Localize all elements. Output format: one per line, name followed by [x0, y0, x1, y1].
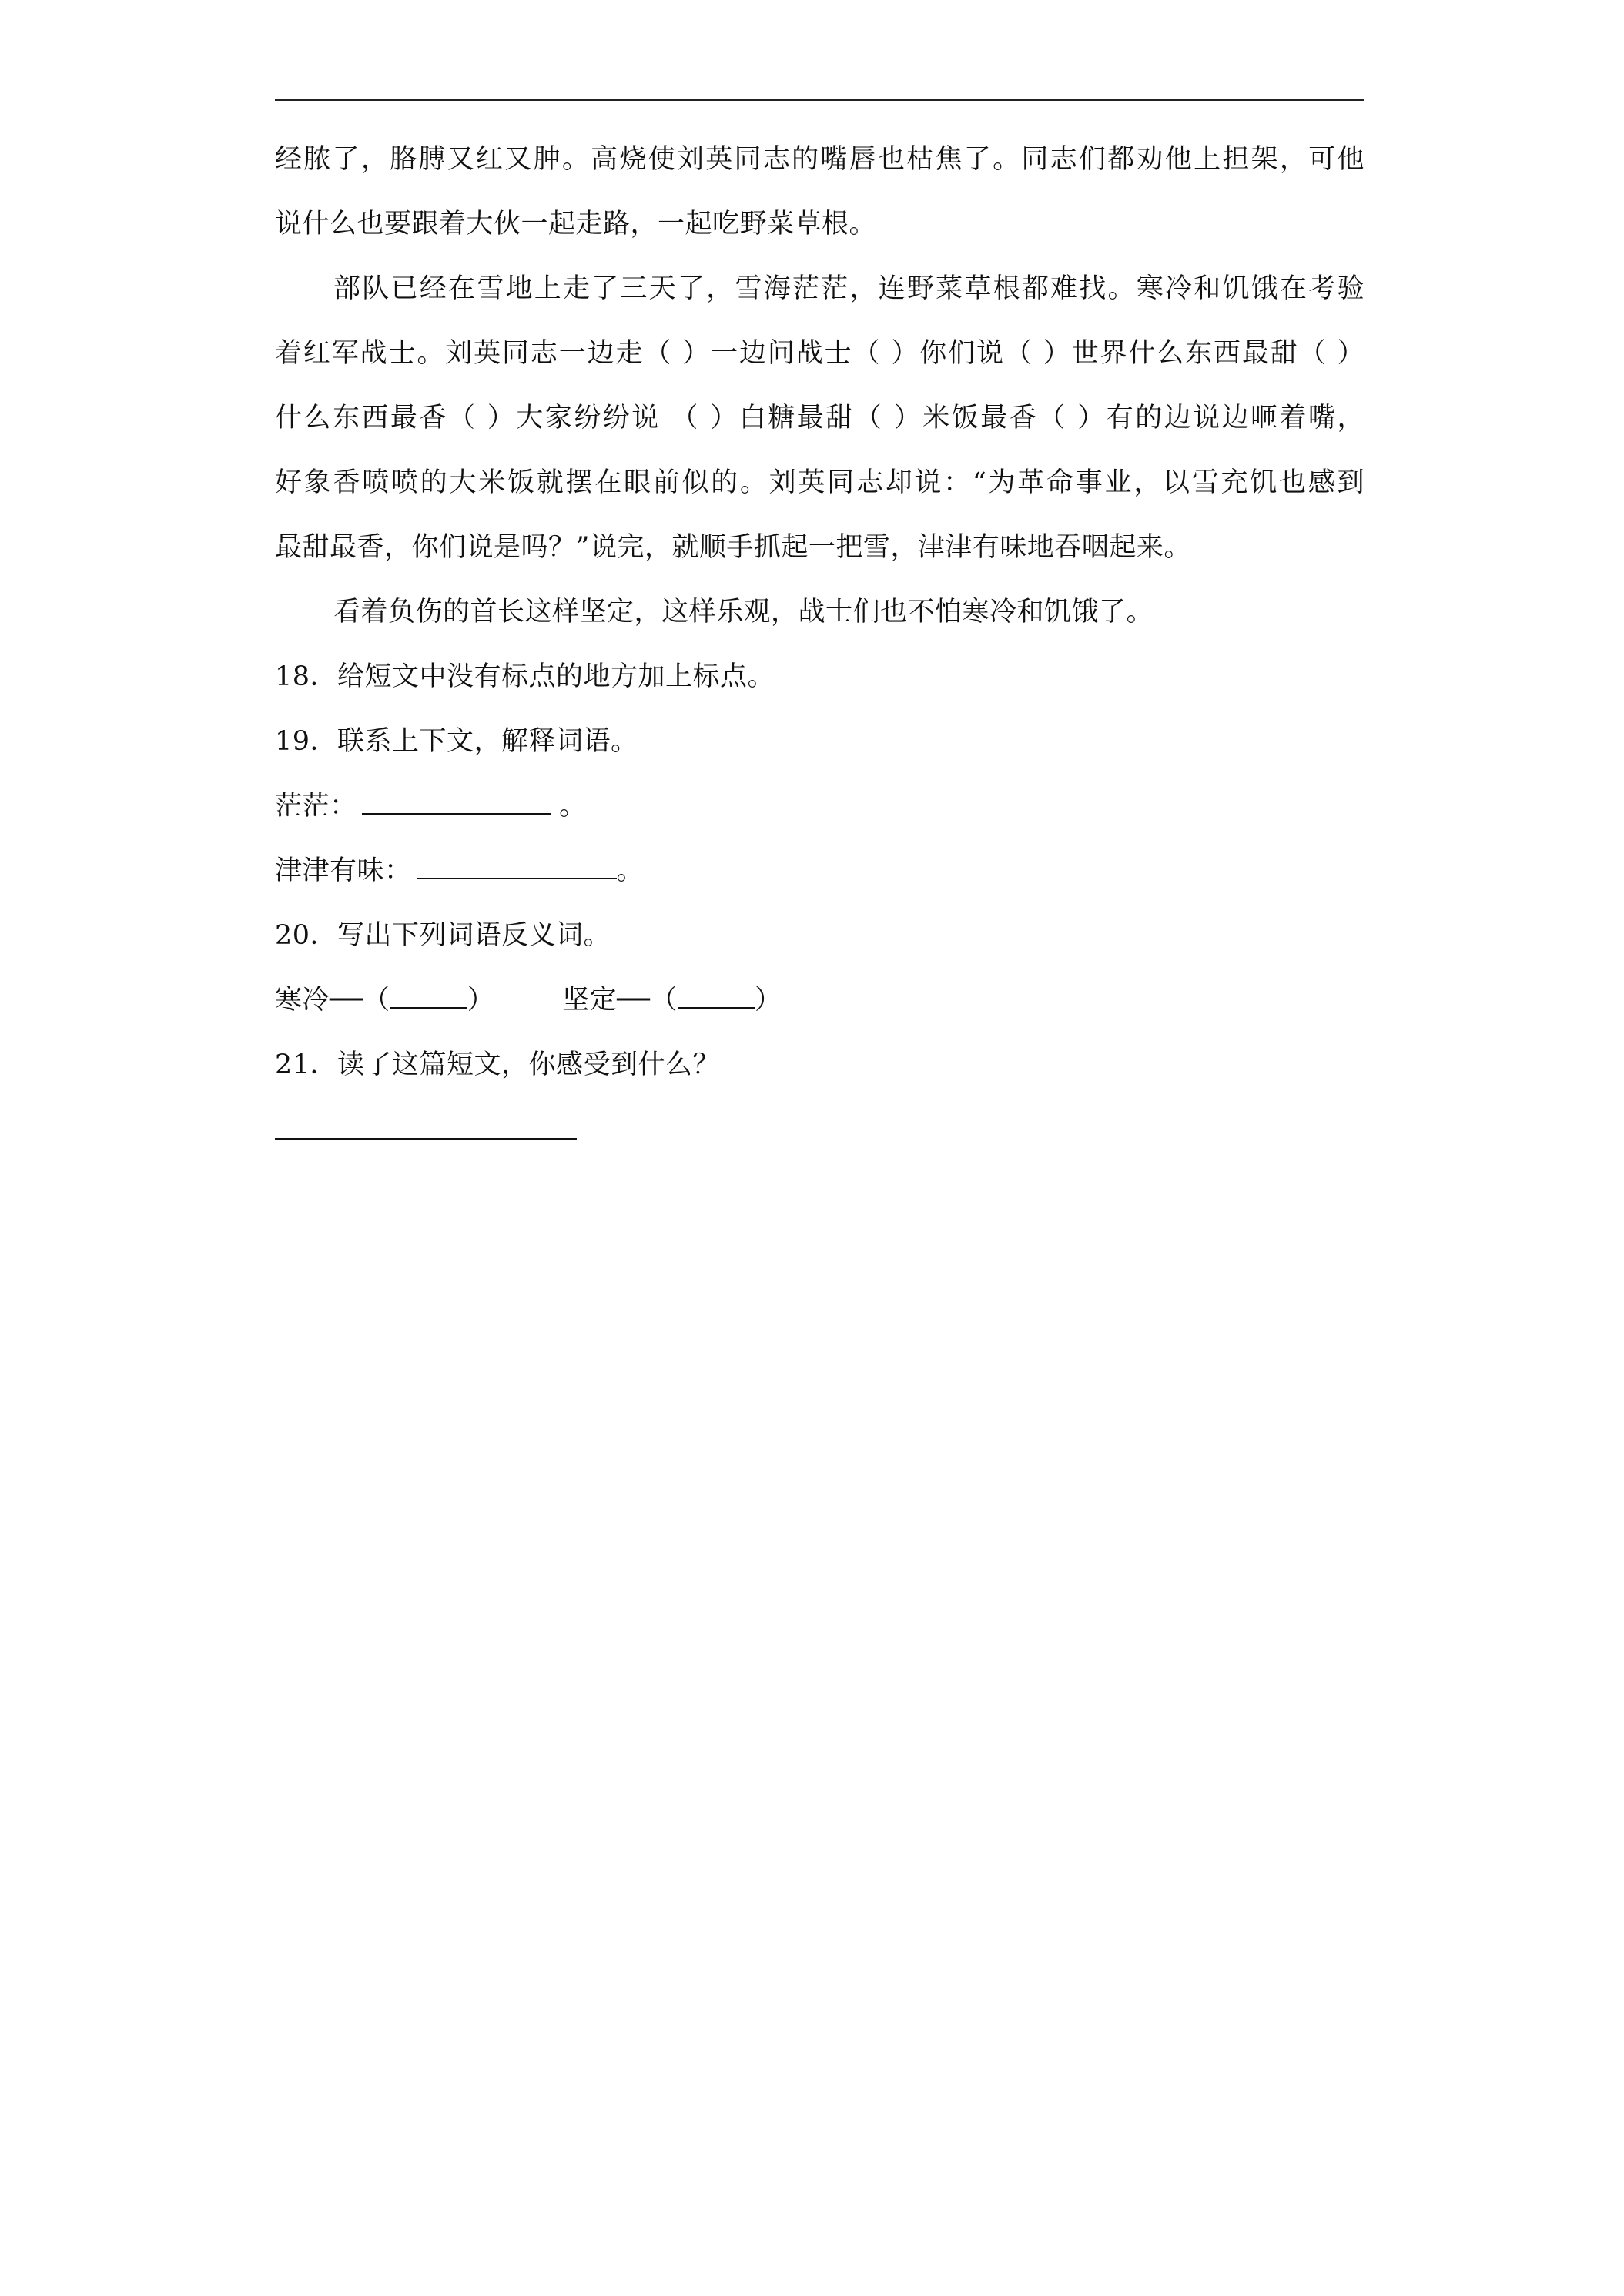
antonym-end: ） [754, 985, 782, 1016]
passage-line: 什么东西最香（ ）大家纷纷说 （ ）白糖最甜（ ）米饭最香（ ）有的边说边咂着嘴， [275, 403, 1364, 433]
term-end: 。 [616, 855, 645, 886]
antonym-end: ） [467, 985, 495, 1016]
term-label: 茫茫： [275, 791, 357, 822]
term-end: 。 [550, 791, 587, 822]
passage-line: 着红军战士。刘英同志一边走（ ）一边问战士（ ）你们说（ ）世界什么东西最甜（ ） [275, 338, 1364, 369]
answer-blank[interactable] [417, 855, 617, 879]
passage-line: 最甜最香，你们说是吗？”说完，就顺手抓起一把雪，津津有味地吞咽起来。 [275, 532, 1191, 563]
answer-blank[interactable] [678, 984, 755, 1009]
antonym-label: 寒冷──（ [275, 985, 390, 1016]
question-20: 20．写出下列词语反义词。 [275, 920, 611, 951]
question-19-item-jinjinyouwei [275, 838, 1364, 903]
term-label: 津津有味： [275, 855, 412, 886]
page-content [275, 127, 1364, 1097]
header-rule [275, 99, 1364, 101]
answer-line[interactable] [275, 1138, 577, 1140]
answer-blank[interactable] [362, 790, 551, 815]
passage-line: 部队已经在雪地上走了三天了，雪海茫茫，连野菜草根都难找。寒冷和饥饿在考验 [333, 273, 1364, 304]
passage-line: 好象香喷喷的大米饭就摆在眼前似的。刘英同志却说：“为革命事业，以雪充饥也感到 [275, 467, 1364, 498]
question-18: 18．给短文中没有标点的地方加上标点。 [275, 661, 775, 692]
question-19-item-mangmang [275, 774, 1364, 838]
answer-blank[interactable] [390, 984, 467, 1009]
question-20-items [275, 968, 1364, 1033]
antonym-label: 坚定──（ [562, 985, 678, 1016]
question-21: 21．读了这篇短文，你感受到什么？ [275, 1049, 721, 1080]
passage-line: 说什么也要跟着大伙一起走路，一起吃野菜草根。 [275, 209, 877, 239]
passage-line: 经脓了，胳膊又红又肿。高烧使刘英同志的嘴唇也枯焦了。同志们都劝他上担架，可他 [275, 144, 1364, 175]
question-19: 19．联系上下文，解释词语。 [275, 726, 638, 757]
passage-line: 看着负伤的首长这样坚定，这样乐观，战士们也不怕寒冷和饥饿了。 [333, 597, 1154, 628]
